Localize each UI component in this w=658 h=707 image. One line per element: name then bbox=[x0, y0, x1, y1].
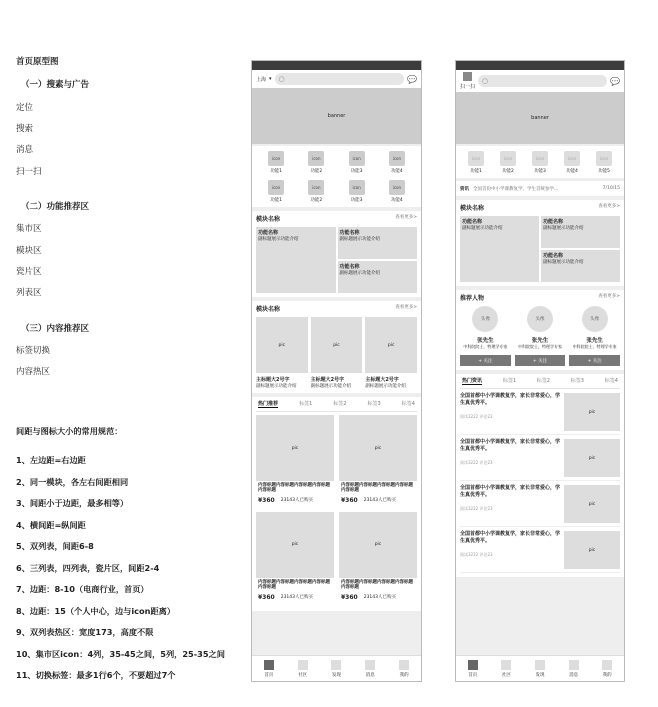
nav-me[interactable]: 我的 bbox=[399, 660, 409, 678]
function-item[interactable]: icon 功能4 bbox=[556, 151, 588, 174]
module-card[interactable]: 功能名称 副标题展示功能介绍 bbox=[338, 261, 418, 293]
notes-s3: （三）内容推荐区 bbox=[21, 323, 90, 334]
search-icon: ○ bbox=[482, 77, 489, 85]
rule-item: 4、横间距=纵间距 bbox=[16, 519, 86, 530]
tab[interactable]: 标签4 bbox=[401, 401, 415, 407]
tile-item[interactable]: pic 主标题大2号字 副标题展示功能介绍 bbox=[365, 317, 417, 389]
rule-item: 8、边距：15（个人中心，边与icon距离） bbox=[16, 605, 176, 616]
avatar: 头像 bbox=[527, 306, 553, 332]
module-card[interactable]: 功能名称 副标题展示功能介绍 bbox=[338, 227, 418, 259]
product-card[interactable]: pic 内容标题内容标题内容标题内容标题内容标题 ¥360 23143人已购买 bbox=[339, 512, 417, 604]
list-item: 消息 bbox=[16, 145, 34, 156]
rule-item: 3、间距小于边距，最多相等） bbox=[16, 498, 129, 508]
list-item: 瓷片区 bbox=[16, 267, 42, 278]
person-card: 头像 张先生 中科院院士，特理学专家 + 关注 bbox=[569, 306, 620, 366]
article-section bbox=[456, 374, 624, 577]
rule-item: 1、左边距=右边距 bbox=[16, 455, 86, 465]
function-grid bbox=[252, 146, 421, 207]
function-item[interactable]: icon 功能1 bbox=[256, 180, 296, 203]
tile-item[interactable]: pic 主标题大2号字 副标题展示功能介绍 bbox=[311, 317, 363, 389]
module-card[interactable]: 功能名称 副标题展示功能介绍 bbox=[460, 216, 539, 282]
nav-messages[interactable]: 消息 bbox=[365, 660, 375, 678]
tab[interactable]: 标签3 bbox=[570, 378, 584, 384]
list-item: 集市区 bbox=[16, 224, 42, 235]
follow-button[interactable]: + 关注 bbox=[460, 355, 511, 366]
more-link[interactable]: 查看更多> bbox=[395, 215, 417, 220]
product-card[interactable]: pic 内容标题内容标题内容标题内容标题内容标题 ¥360 23143人已购买 bbox=[256, 415, 334, 507]
product-card[interactable]: pic 内容标题内容标题内容标题内容标题内容标题 ¥360 23143人已购买 bbox=[339, 415, 417, 507]
rule-item: 7、边距：8-10（电商行业，首页） bbox=[16, 584, 149, 594]
notes bbox=[16, 58, 244, 390]
follow-button[interactable]: + 关注 bbox=[515, 355, 566, 366]
person-card: 头像 张先生 中科院院士，特理学专家 + 关注 bbox=[515, 306, 566, 366]
search-bar bbox=[456, 70, 624, 92]
list-item: 定位 bbox=[16, 102, 34, 113]
product-card[interactable]: pic 内容标题内容标题内容标题内容标题内容标题 ¥360 23143人已购买 bbox=[256, 512, 334, 604]
banner[interactable]: banner bbox=[252, 88, 421, 144]
article-row[interactable]: 全国首都中小学课教复学，家长非常爱心，学生真优秀平。 阅读3222 评论23 pic bbox=[460, 481, 620, 527]
function-item[interactable]: icon 功能2 bbox=[492, 151, 524, 174]
nav-community[interactable]: 社区 bbox=[298, 660, 308, 678]
avatar: 头像 bbox=[472, 306, 498, 332]
nav-discover[interactable]: 发现 bbox=[331, 660, 341, 678]
article-row[interactable]: 全国首都中小学课教复学，家长非常爱心，学生真优秀平。 阅读3222 评论23 pic bbox=[460, 527, 620, 573]
phone-mockup-1 bbox=[251, 60, 422, 682]
list-item: 扫一扫 bbox=[16, 166, 42, 177]
more-link[interactable]: 查看更多> bbox=[598, 204, 620, 209]
more-link[interactable]: 查看更多> bbox=[598, 294, 620, 299]
search-input[interactable] bbox=[478, 75, 607, 87]
notes-s1: （一）搜素与广告 bbox=[21, 80, 90, 91]
location-selector[interactable]: 上海 bbox=[256, 76, 267, 83]
nav-me[interactable]: 我的 bbox=[602, 660, 612, 678]
module-card[interactable]: 功能名称 副标题展示功能介绍 bbox=[541, 250, 620, 282]
tab-bar bbox=[256, 400, 417, 412]
tab[interactable]: 标签3 bbox=[367, 401, 381, 407]
search-input[interactable] bbox=[275, 73, 405, 85]
news-ticker[interactable]: 资讯 全国首份中小学课教复学，学生首统参学... 7/10/15 bbox=[456, 181, 624, 196]
rules-title: 间距与图标大小的常用规范： bbox=[16, 426, 123, 436]
list-item: 内容热区 bbox=[16, 367, 51, 378]
function-item[interactable]: icon 功能5 bbox=[588, 151, 620, 174]
module-card[interactable]: 功能名称 副标题展示功能介绍 bbox=[256, 227, 336, 293]
tab-bar bbox=[460, 377, 620, 389]
message-icon[interactable]: 💬 bbox=[610, 76, 620, 86]
tab[interactable]: 标签1 bbox=[502, 378, 516, 384]
function-item[interactable]: icon 功能4 bbox=[377, 180, 417, 203]
follow-button[interactable]: + 关注 bbox=[569, 355, 620, 366]
list-item: 模块区 bbox=[16, 245, 42, 256]
rule-item: 5、双列表，间距6-8 bbox=[16, 541, 94, 551]
nav-messages[interactable]: 消息 bbox=[569, 660, 579, 678]
tab[interactable]: 热门推荐 bbox=[258, 401, 279, 407]
nav-community[interactable]: 社区 bbox=[501, 660, 511, 678]
nav-home[interactable]: 首页 bbox=[264, 660, 274, 678]
function-grid bbox=[456, 146, 624, 178]
function-item[interactable]: icon 功能2 bbox=[296, 180, 336, 203]
list-item: 标签切换 bbox=[16, 346, 51, 357]
nav-home[interactable]: 首页 bbox=[468, 660, 478, 678]
status-bar bbox=[456, 61, 624, 70]
message-icon[interactable]: 💬 bbox=[407, 74, 417, 84]
banner[interactable]: banner bbox=[456, 92, 624, 144]
list-item: 搜索 bbox=[16, 124, 34, 135]
tab[interactable]: 标签4 bbox=[604, 378, 618, 384]
nav-discover[interactable]: 发现 bbox=[535, 660, 545, 678]
tile-section: 模块名称 查看更多> pic 主标题大2号字 副标题展示功能介绍 pic 主标题大2号字 副标题展示功能介绍 pic 主标题大2号字 副标题展示功能介绍 bbox=[252, 301, 421, 393]
rule-item: 11、切换标签：最多1行6个，不要超过7个 bbox=[16, 670, 176, 680]
notes-s2: （二）功能推荐区 bbox=[21, 202, 90, 213]
article-row[interactable]: 全国首都中小学课教复学，家长非常爱心，学生真优秀平。 阅读3222 评论23 pic bbox=[460, 435, 620, 481]
tab[interactable]: 标签1 bbox=[299, 401, 313, 407]
function-item[interactable]: icon 功能1 bbox=[256, 151, 296, 174]
list-item: 列表区 bbox=[16, 288, 42, 299]
function-item[interactable]: icon 功能2 bbox=[296, 151, 336, 174]
function-item[interactable]: icon 功能3 bbox=[337, 151, 377, 174]
rules bbox=[16, 426, 256, 692]
function-item[interactable]: icon 功能4 bbox=[377, 151, 417, 174]
function-item[interactable]: icon 功能3 bbox=[524, 151, 556, 174]
more-link[interactable]: 查看更多> bbox=[395, 305, 417, 310]
module-section: 模块名称 查看更多> 功能名称 副标题展示功能介绍 功能名称 副标题展示功能介绍 功能名称 副标题展示功能介绍 bbox=[252, 211, 421, 297]
scan-button[interactable]: 扫一扫 bbox=[460, 72, 475, 90]
rule-item: 10、集市区icon：4列，35-45之间，5列，25-35之间 bbox=[16, 648, 225, 659]
notes-title: 首页原型图 bbox=[16, 57, 59, 67]
function-item[interactable]: icon 功能1 bbox=[460, 151, 492, 174]
content-section bbox=[252, 397, 421, 611]
tile-item[interactable]: pic 主标题大2号字 副标题展示功能介绍 bbox=[256, 317, 308, 389]
rule-item: 9、双列表热区：宽度173，高度不限 bbox=[16, 627, 154, 637]
tab[interactable]: 热门资讯 bbox=[462, 378, 483, 384]
status-bar bbox=[252, 61, 421, 70]
avatar: 头像 bbox=[582, 306, 608, 332]
module-section: 模块名称 查看更多> 功能名称 副标题展示功能介绍 功能名称 副标题展示功能介绍 功能名称 副标题展示功能介绍 bbox=[456, 200, 624, 286]
bottom-nav bbox=[456, 655, 624, 681]
rule-item: 2、同一模块，各左右间距相同 bbox=[16, 476, 129, 487]
people-section: 推荐人物 查看更多> 头像 张先生 中科院院士，特理学专家 + 关注 头像 张先生 中科院院士，特理学专家 + 关注 头像 张先生 中科院院士，特理学专家 + 关注 bbox=[456, 290, 624, 370]
article-row[interactable]: 全国首都中小学课教复学，家长非常爱心，学生真优秀平。 阅读3222 评论23 pic bbox=[460, 389, 620, 435]
phone-mockup-2 bbox=[455, 60, 625, 682]
person-card: 头像 张先生 中科院院士，特理学专家 + 关注 bbox=[460, 306, 511, 366]
tab[interactable]: 标签2 bbox=[536, 378, 550, 384]
search-icon: ○ bbox=[278, 75, 285, 83]
bottom-nav bbox=[252, 655, 421, 681]
module-card[interactable]: 功能名称 副标题展示功能介绍 bbox=[541, 216, 620, 248]
function-item[interactable]: icon 功能3 bbox=[337, 180, 377, 203]
tab[interactable]: 标签2 bbox=[333, 401, 347, 407]
search-bar: 上海 ▾ ○ 💬 bbox=[252, 70, 421, 88]
rule-item: 6、三列表，四列表，瓷片区，间距2-4 bbox=[16, 562, 160, 573]
